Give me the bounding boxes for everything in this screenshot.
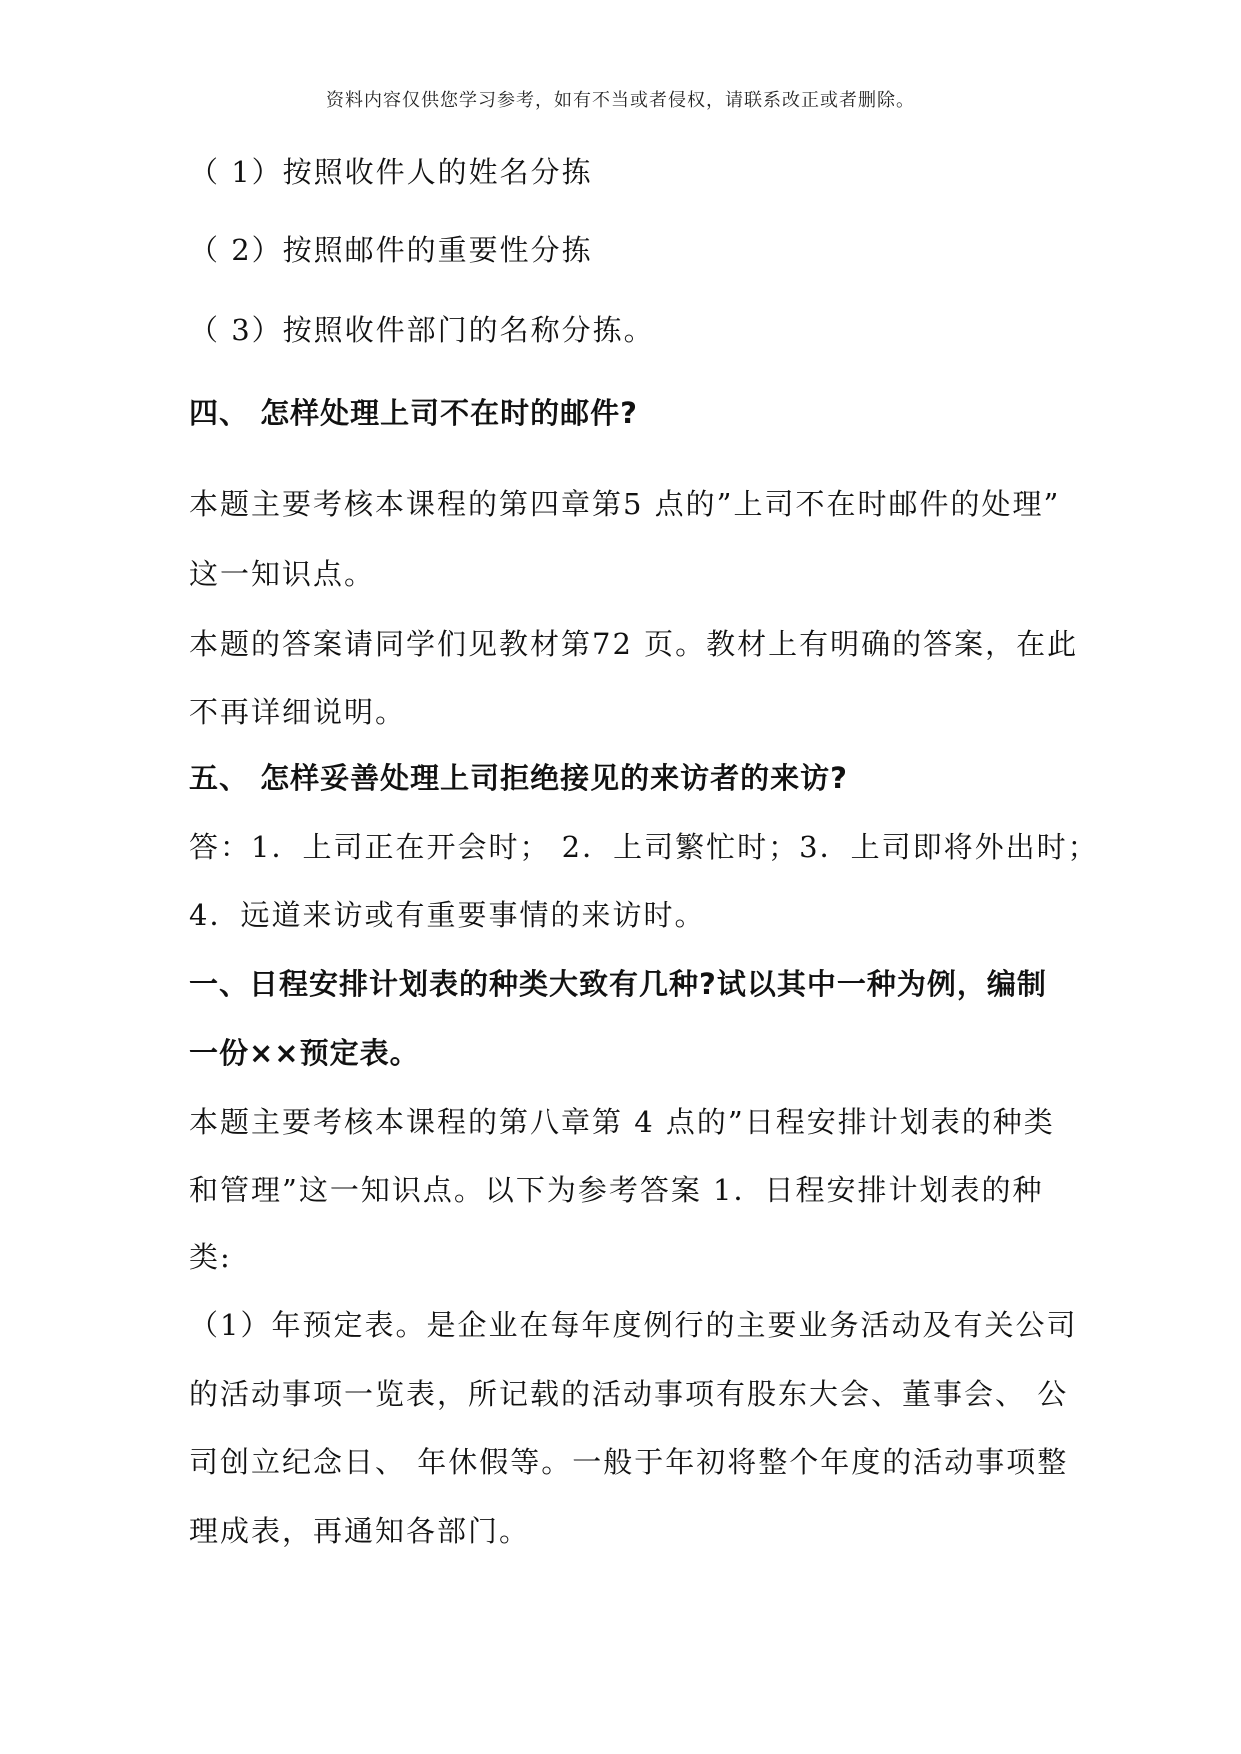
- list-item-sort-by-importance: （ 2）按照邮件的重要性分拣: [189, 233, 593, 267]
- paragraph-line: 和管理”这一知识点。以下为参考答案 1．日程安排计划表的种: [189, 1173, 1044, 1207]
- paragraph-line: 本题主要考核本课程的第四章第5 点的”上司不在时邮件的处理”: [189, 487, 1061, 521]
- answer-line: 答：1．上司正在开会时； 2．上司繁忙时；3．上司即将外出时；: [189, 830, 1099, 864]
- paragraph-line: 理成表，再通知各部门。: [189, 1514, 531, 1548]
- paragraph-line: 的活动事项一览表，所记载的活动事项有股东大会、董事会、 公: [189, 1377, 1069, 1411]
- section-heading-4: 四、 怎样处理上司不在时的邮件?: [189, 396, 638, 430]
- paragraph-line: 本题主要考核本课程的第八章第 4 点的”日程安排计划表的种类: [189, 1105, 1055, 1139]
- answer-line: 4．远道来访或有重要事情的来访时。: [189, 898, 706, 932]
- paragraph-line: 这一知识点。: [189, 557, 376, 591]
- paragraph-line: 司创立纪念日、 年休假等。一般于年初将整个年度的活动事项整: [189, 1445, 1069, 1479]
- list-item-sort-by-recipient-name: （ 1）按照收件人的姓名分拣: [189, 155, 593, 189]
- header-disclaimer: 资料内容仅供您学习参考，如有不当或者侵权，请联系改正或者删除。: [326, 90, 915, 111]
- paragraph-line: 类:: [189, 1240, 232, 1274]
- paragraph-line: 本题的答案请同学们见教材第72 页。教材上有明确的答案，在此: [189, 627, 1079, 661]
- list-item-sort-by-department: （ 3）按照收件部门的名称分拣。: [189, 313, 655, 347]
- section-heading-5: 五、 怎样妥善处理上司拒绝接见的来访者的来访?: [189, 761, 848, 795]
- question-heading-1: 一、日程安排计划表的种类大致有几种?试以其中一种为例，编制: [189, 967, 1047, 1001]
- paragraph-line: （1）年预定表。是企业在每年度例行的主要业务活动及有关公司: [189, 1308, 1078, 1342]
- question-heading-1-cont: 一份××预定表。: [189, 1036, 420, 1070]
- paragraph-line: 不再详细说明。: [189, 695, 407, 729]
